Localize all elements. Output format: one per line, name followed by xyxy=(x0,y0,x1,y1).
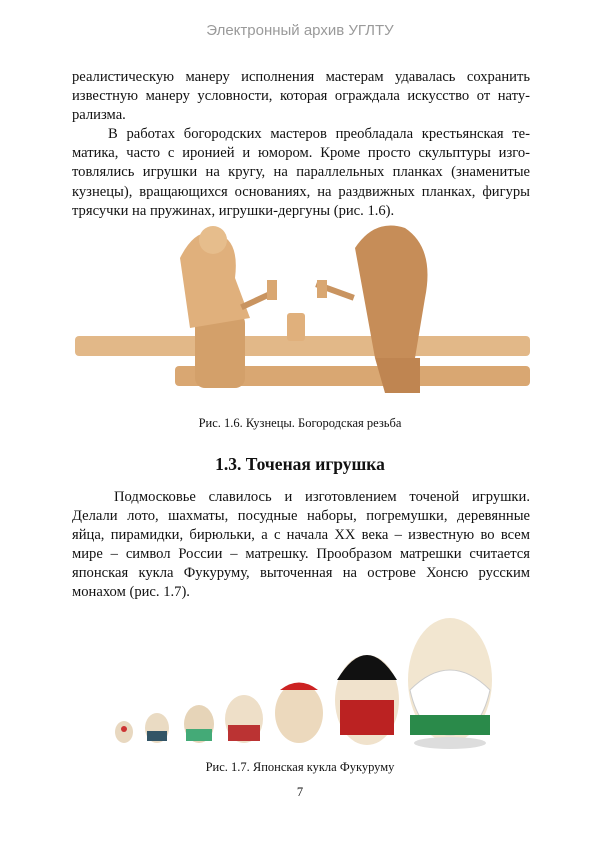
text-line: В работах богородских мастеров преобладала крестьянская те- xyxy=(108,126,530,143)
fukuruma-dolls-image xyxy=(110,595,495,750)
text-line: мире – символ России – матрешку. Прообразом матрешки считается xyxy=(72,546,530,563)
blacksmiths-toy-image xyxy=(75,218,530,398)
text-line: монахом (рис. 1.7). xyxy=(72,584,190,601)
figure-1-caption: Рис. 1.6. Кузнецы. Богородская резьба xyxy=(198,416,402,430)
paragraph-1 xyxy=(72,68,530,221)
page-number: 7 xyxy=(296,785,304,799)
text-line: Подмосковье славилось и изготовлением точеной игрушки. xyxy=(114,489,530,505)
text-line: кузнецы), вращающихся основаниях, на раздвижных планках, фигуры xyxy=(72,183,530,200)
text-line: трясучки на пружинах, игрушки-дергуны (рис. 1.6). xyxy=(72,202,395,219)
text-line: известную манеру условности, которая ограждала искусство от нату- xyxy=(72,88,530,105)
text-line: Делали лото, шахматы, посудные наборы, погремушки, деревянные xyxy=(72,508,530,525)
text-line: матика, часто с иронией и юмором. Кроме просто скульптуры изго- xyxy=(72,145,530,162)
text-line: товлялись игрушки на кругу, на параллельных планках (знаменитые xyxy=(72,164,530,181)
text-line: реалистическую манеру исполнения мастерам удавалась сохранить xyxy=(72,69,530,85)
section-heading: 1.3. Точеная игрушка xyxy=(215,454,385,474)
paragraph-3 xyxy=(72,488,530,603)
text-line: яйца, пирамидки, бирюльки, а с начала XX века – известную во всем xyxy=(72,527,530,544)
archive-header: Электронный архив УГЛТУ xyxy=(206,22,394,39)
text-line: рализма. xyxy=(72,107,126,124)
text-line: японская кукла Фукуруму, выточенная на острове Хонсю русским xyxy=(72,565,530,582)
figure-2-caption: Рис. 1.7. Японская кукла Фукуруму xyxy=(205,760,395,774)
